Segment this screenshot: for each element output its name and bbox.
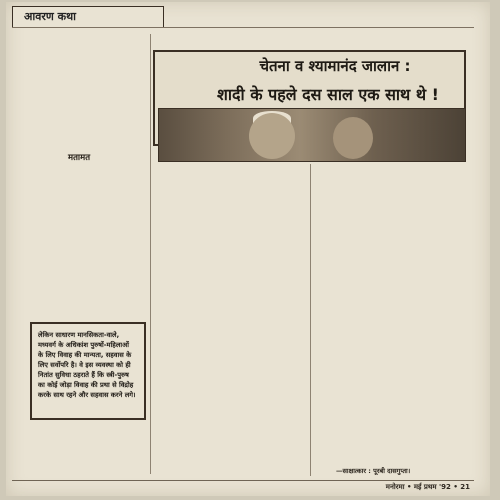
feature-title-line1: चेतना व श्यामानंद जालान :: [259, 57, 411, 75]
photo-man: [249, 113, 295, 159]
header-rule: [12, 27, 474, 28]
couple-photo: [158, 108, 466, 162]
right-column-body: [316, 164, 464, 456]
left-column-heading: मतामत: [68, 153, 91, 163]
middle-column-body: [158, 164, 304, 476]
column-divider-left: [150, 34, 151, 474]
pull-quote-text: लेकिन साधारण मानसिकता-वाले, मध्यवर्ग के अधिकांश पुरुषों-महिलाओं के लिए विवाह की मान्यता, सहवास के लिए सर्वोपरि है। वे इस व्यवस्था को ही नितांत सुविधा ठहराते हैं कि स्त्री-पुरुष का कोई जोड़ा विवाह की प्रथा से विद्रोह करके साथ रहने और सहवास करने लगे।: [38, 331, 136, 399]
interview-credit: —साक्षात्कार : पूरबी दासगुप्ता।: [336, 467, 411, 475]
photo-woman: [333, 117, 373, 159]
page-footer: मनोरमा • मई प्रथम '92 • 21: [385, 483, 470, 491]
feature-title-line2: शादी के पहले दस साल एक साथ थे !: [217, 85, 439, 104]
footer-rule: [12, 480, 474, 481]
left-column-body: [24, 166, 144, 316]
section-label: आवरण कथा: [24, 10, 76, 23]
column-divider-right: [310, 164, 311, 476]
left-column-intro: [24, 34, 144, 148]
